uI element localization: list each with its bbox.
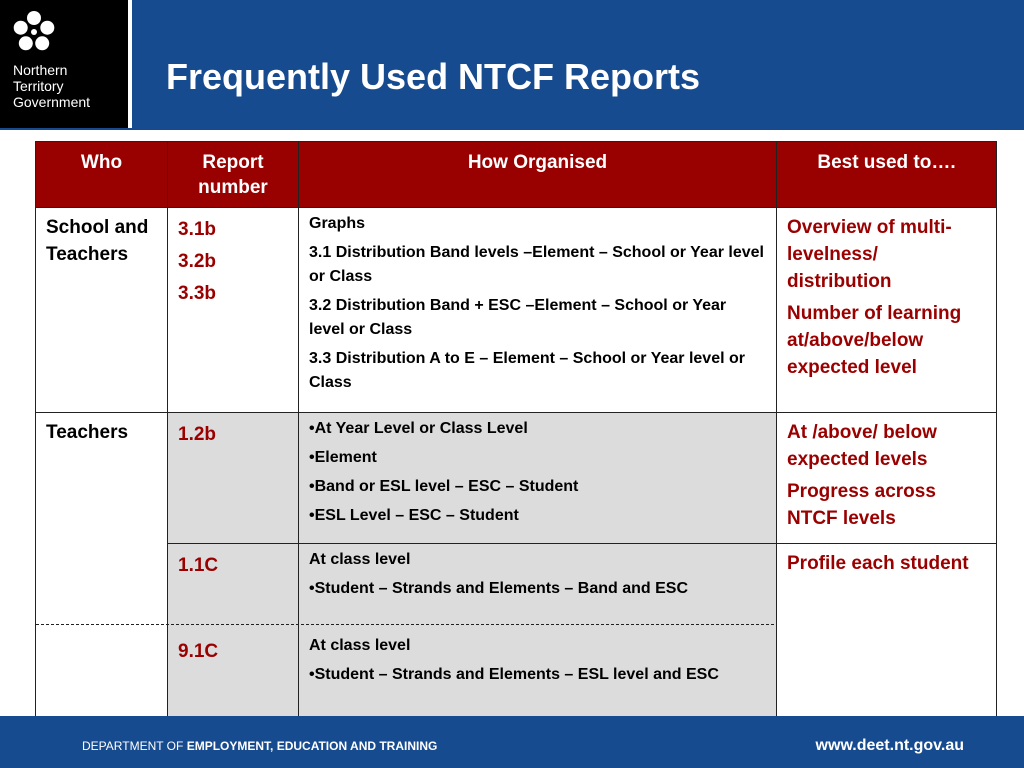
flower-emblem-icon bbox=[12, 10, 56, 54]
who-cell: Teachers bbox=[36, 413, 168, 718]
how-organised-cell bbox=[299, 413, 777, 544]
best-used-line: Number of learning at/above/below expected level bbox=[787, 303, 962, 378]
best-used-cell bbox=[777, 208, 997, 413]
header-report-number: Report number bbox=[168, 142, 299, 208]
organised-line: At class level bbox=[309, 636, 411, 654]
header bbox=[0, 0, 1024, 130]
how-organised-cell bbox=[299, 630, 777, 718]
best-used-line: Overview of multi-levelness/ distribution bbox=[787, 217, 952, 292]
organised-line: •Band or ESL level – ESC – Student bbox=[309, 478, 579, 495]
table-row bbox=[36, 413, 997, 544]
best-used-line: Profile each student bbox=[787, 553, 969, 574]
title-bar bbox=[132, 0, 1024, 128]
logo-line-1: Northern bbox=[13, 62, 68, 78]
dept-title: EMPLOYMENT, EDUCATION AND TRAINING bbox=[186, 739, 438, 753]
header-best-used: Best used to…. bbox=[777, 142, 997, 208]
ntg-logo bbox=[0, 0, 128, 128]
report-number-cell bbox=[168, 630, 299, 718]
organised-line: •Student – Strands and Elements – ESL level and ESC bbox=[309, 665, 719, 683]
header-how-organised: How Organised bbox=[299, 142, 777, 208]
organised-line: 3.2 Distribution Band + ESC –Element – School or Year level or Class bbox=[309, 297, 727, 338]
best-used-cell bbox=[777, 413, 997, 544]
logo-line-3: Government bbox=[13, 94, 91, 110]
best-used-line: At /above/ below expected levels bbox=[787, 422, 937, 470]
organised-line: At class level bbox=[309, 551, 411, 568]
report-number: 3.2b bbox=[178, 251, 217, 272]
footer bbox=[0, 716, 1024, 768]
table-header-row bbox=[36, 142, 997, 208]
dept-prefix: DEPARTMENT OF bbox=[82, 739, 187, 753]
organised-line: •Element bbox=[309, 449, 377, 466]
header-divider bbox=[0, 128, 1024, 130]
dashed-divider bbox=[36, 624, 774, 625]
table-row bbox=[36, 208, 997, 413]
website-url: www.deet.nt.gov.au bbox=[815, 737, 964, 754]
report-number: 3.3b bbox=[178, 283, 217, 304]
organised-line: •ESL Level – ESC – Student bbox=[309, 507, 519, 524]
how-organised-cell bbox=[299, 544, 777, 630]
organised-line: 3.1 Distribution Band levels –Element – School or Year level or Class bbox=[309, 244, 764, 285]
organised-line: •At Year Level or Class Level bbox=[309, 420, 528, 437]
organised-line: 3.3 Distribution A to E – Element – School or Year level or Class bbox=[309, 350, 745, 391]
report-number-cell bbox=[168, 208, 299, 413]
report-number: 3.1b bbox=[178, 219, 217, 240]
organised-line: •Student – Strands and Elements – Band and ESC bbox=[309, 580, 689, 597]
best-used-line: Progress across NTCF levels bbox=[787, 481, 936, 529]
organised-line: Graphs bbox=[309, 215, 366, 232]
best-used-cell bbox=[777, 544, 997, 718]
report-number: 1.1C bbox=[178, 555, 219, 576]
report-number: 1.2b bbox=[178, 424, 217, 445]
how-organised-cell bbox=[299, 208, 777, 413]
logo-line-2: Territory bbox=[13, 78, 64, 94]
logo-text bbox=[13, 62, 90, 110]
header-who: Who bbox=[36, 142, 168, 208]
report-number: 9.1C bbox=[178, 640, 219, 662]
department-name bbox=[82, 739, 437, 753]
reports-table bbox=[35, 141, 997, 718]
table-row bbox=[36, 544, 997, 630]
page-title: Frequently Used NTCF Reports bbox=[166, 56, 701, 97]
who-cell: School and Teachers bbox=[36, 208, 168, 413]
report-number-cell bbox=[168, 413, 299, 544]
report-number-cell bbox=[168, 544, 299, 630]
